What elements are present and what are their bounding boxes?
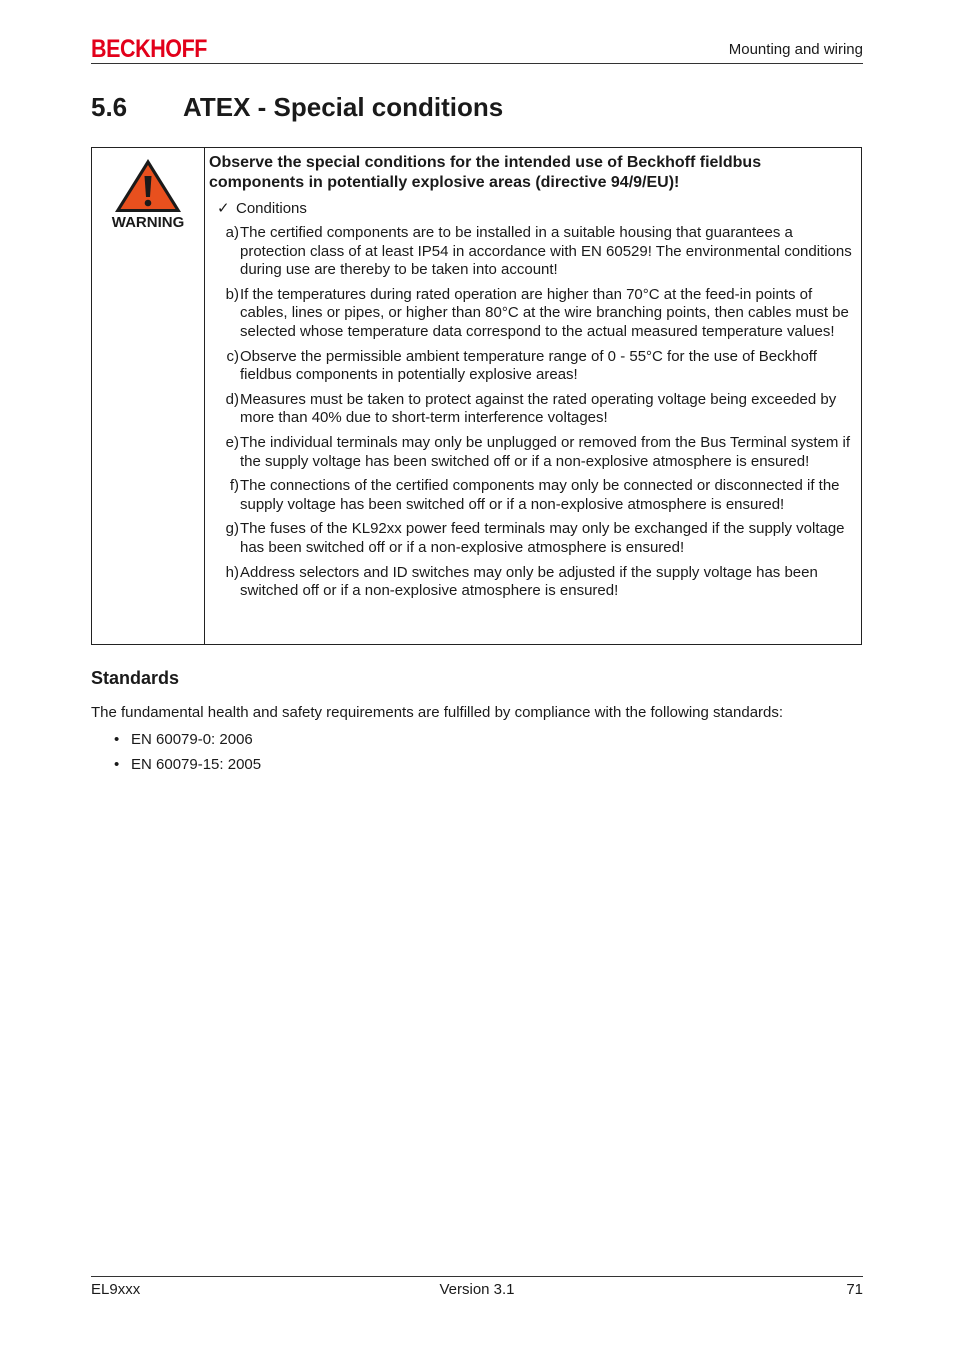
standards-intro: The fundamental health and safety requirements are fulfilled by compliance with the following standards:	[91, 704, 784, 721]
list-item	[209, 391, 855, 428]
item-text: The fuses of the KL92xx power feed terminals may only be exchanged if the supply voltage has been switched off or if a non-explosive atmosphere is ensured!	[240, 520, 845, 556]
standards-list	[114, 731, 261, 781]
bullet-icon: •	[114, 731, 120, 748]
item-letter: h)	[225, 563, 239, 581]
footer-version: Version 3.1	[439, 1281, 515, 1298]
list-item	[209, 477, 855, 514]
conditions-list	[209, 224, 855, 601]
warning-sidebar	[92, 148, 205, 644]
list-item	[114, 731, 261, 756]
conditions-check	[209, 199, 855, 218]
standard-name: EN 60079-0: 2006	[131, 731, 253, 748]
header-divider	[91, 63, 863, 64]
item-letter: c)	[226, 347, 239, 365]
list-item	[209, 520, 855, 557]
warning-content	[205, 148, 861, 601]
item-letter: b)	[225, 285, 239, 303]
footer-divider	[91, 1276, 863, 1277]
conditions-label: Conditions	[236, 200, 307, 217]
item-letter: e)	[225, 433, 239, 451]
section-title: ATEX - Special conditions	[183, 92, 504, 122]
list-item	[209, 348, 855, 385]
item-text: The certified components are to be installed in a suitable housing that guarantees a protection class of at least IP54 in accordance with EN 60529! The environmental conditions during use are thereby to be taken into account!	[240, 224, 852, 279]
beckhoff-logo: BECKHOFF	[91, 35, 208, 63]
item-letter: g)	[225, 520, 239, 538]
list-item	[209, 224, 855, 280]
bullet-icon: •	[114, 756, 120, 773]
footer-product: EL9xxx	[91, 1281, 141, 1298]
warning-triangle-icon	[112, 156, 184, 214]
item-text: The connections of the certified components may only be connected or disconnected if the supply voltage has been switched off or if a non-explosive atmosphere is ensured!	[240, 477, 840, 513]
section-heading	[91, 92, 503, 123]
item-letter: a)	[225, 224, 239, 241]
standards-heading: Standards	[91, 668, 180, 688]
item-letter: d)	[225, 390, 239, 408]
list-item	[114, 756, 261, 781]
page-number: 71	[846, 1281, 863, 1298]
standard-name: EN 60079-15: 2005	[131, 756, 262, 773]
item-text: Address selectors and ID switches may only be adjusted if the supply voltage has been switched off or if a non-explosive atmosphere is ensured!	[240, 563, 818, 600]
warning-headline: Observe the special conditions for the intended use of Beckhoff fieldbus components in potentially explosive areas (directive 94/9/EU)!	[209, 154, 762, 191]
list-item	[209, 564, 855, 601]
section-number: 5.6	[91, 92, 128, 122]
item-text: The individual terminals may only be unplugged or removed from the Bus Terminal system if the supply voltage has been switched off or if a non-explosive atmosphere is ensured!	[240, 433, 851, 470]
checkmark-icon: ✓	[217, 200, 230, 217]
item-text: Measures must be taken to protect against the rated operating voltage being exceeded by more than 40% due to short-term interference voltages!	[240, 390, 837, 427]
chapter-title: Mounting and wiring	[728, 41, 863, 58]
warning-box	[91, 147, 862, 645]
item-letter: f)	[229, 477, 239, 495]
list-item	[209, 286, 855, 342]
warning-label: WARNING	[111, 214, 185, 231]
item-text: Observe the permissible ambient temperature range of 0 - 55°C for the use of Beckhoff fieldbus components in potentially explosive areas!	[240, 347, 817, 384]
list-item	[209, 434, 855, 471]
item-text: If the temperatures during rated operation are higher than 70°C at the feed-in points of cables, lines or pipes, or higher than 80°C at the wire branching points, then cables must be selected whose temperature data correspond to the actual measured temperature values!	[240, 285, 849, 340]
